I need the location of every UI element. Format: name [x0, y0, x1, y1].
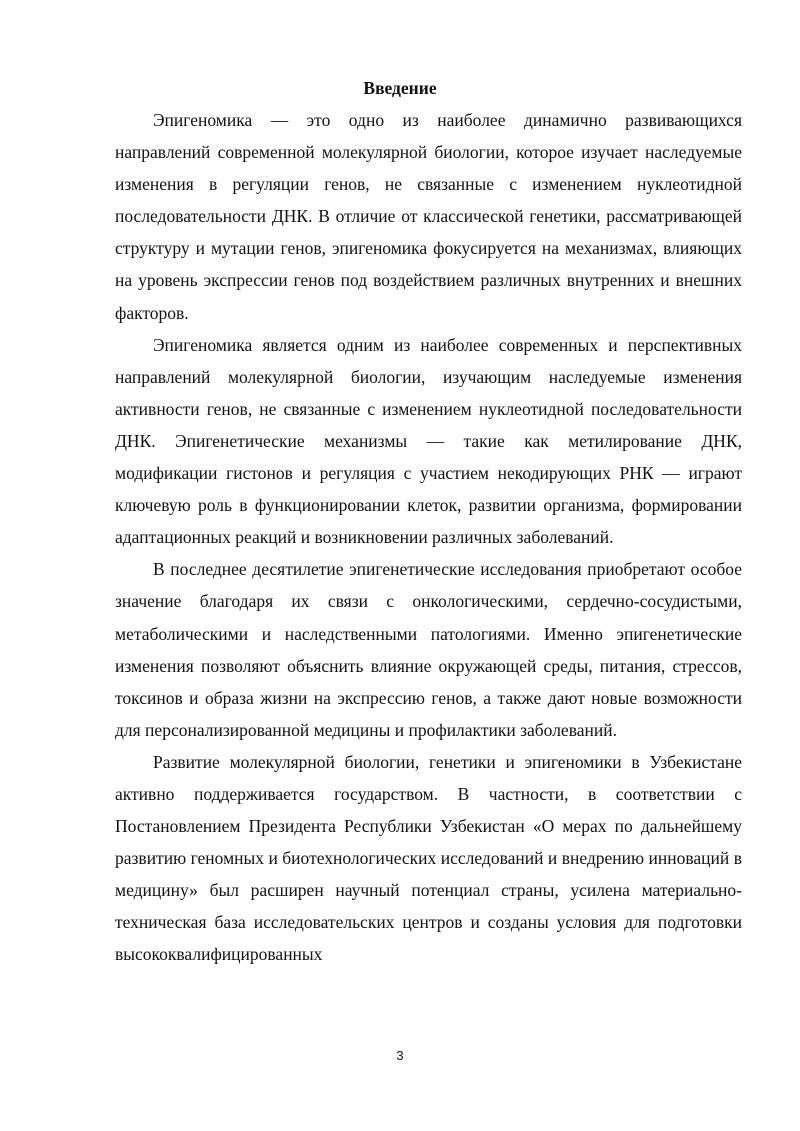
paragraph-3: В последнее десятилетие эпигенетические исследования приобретают особое значение благодаря их связи с онкологическими, сердечно-сосудистыми, метаболическими и наследственными патологиями. Именно эпигенетические изменения позволяют объяснить влияние окружающей среды, питания, стрессов, токсинов и образа жизни на экспрессию генов, а также дают новые возможности для персонализированной медицины и профилактики заболеваний.: [115, 559, 742, 740]
section-title: Введение: [363, 78, 437, 98]
paragraph-1: Эпигеномика — это одно из наиболее динамично развивающихся направлений современной молекулярной биологии, которое изучает наследуемые изменения в регуляции генов, не связанные с изменением нуклеотидной последовательности ДНК. В отличие от классической генетики, рассматривающей структуру и мутации генов, эпигеномика фокусируется на механизмах, влияющих на уровень экспрессии генов под воздействием различных внутренних и внешних факторов.: [115, 110, 742, 323]
body-text: [115, 104, 742, 971]
page-number: 3: [396, 1048, 404, 1063]
paragraph-2: Эпигеномика является одним из наиболее современных и перспективных направлений молекулярной биологии, изучающим наследуемые изменения активности генов, не связанные с изменением нуклеотидной последовательности ДНК. Эпигенетические механизмы — такие как метилирование ДНК, модификации гистонов и регуляция с участием некодирующих РНК — играют ключевую роль в функционировании клеток, развитии организма, формировании адаптационных реакций и возникновении различных заболеваний.: [115, 334, 742, 548]
paragraph-4: Развитие молекулярной биологии, генетики и эпигеномики в Узбекистане активно поддерживается государством. В частности, в соответствии с Постановлением Президента Республики Узбекистан «О мерах по дальнейшему развитию геномных и биотехнологических исследований и внедрению инноваций в медицину» был расширен научный потенциал страны, усилена материально-техническая база исследовательских центров и созданы условия для подготовки высококвалифицированных: [115, 751, 742, 965]
